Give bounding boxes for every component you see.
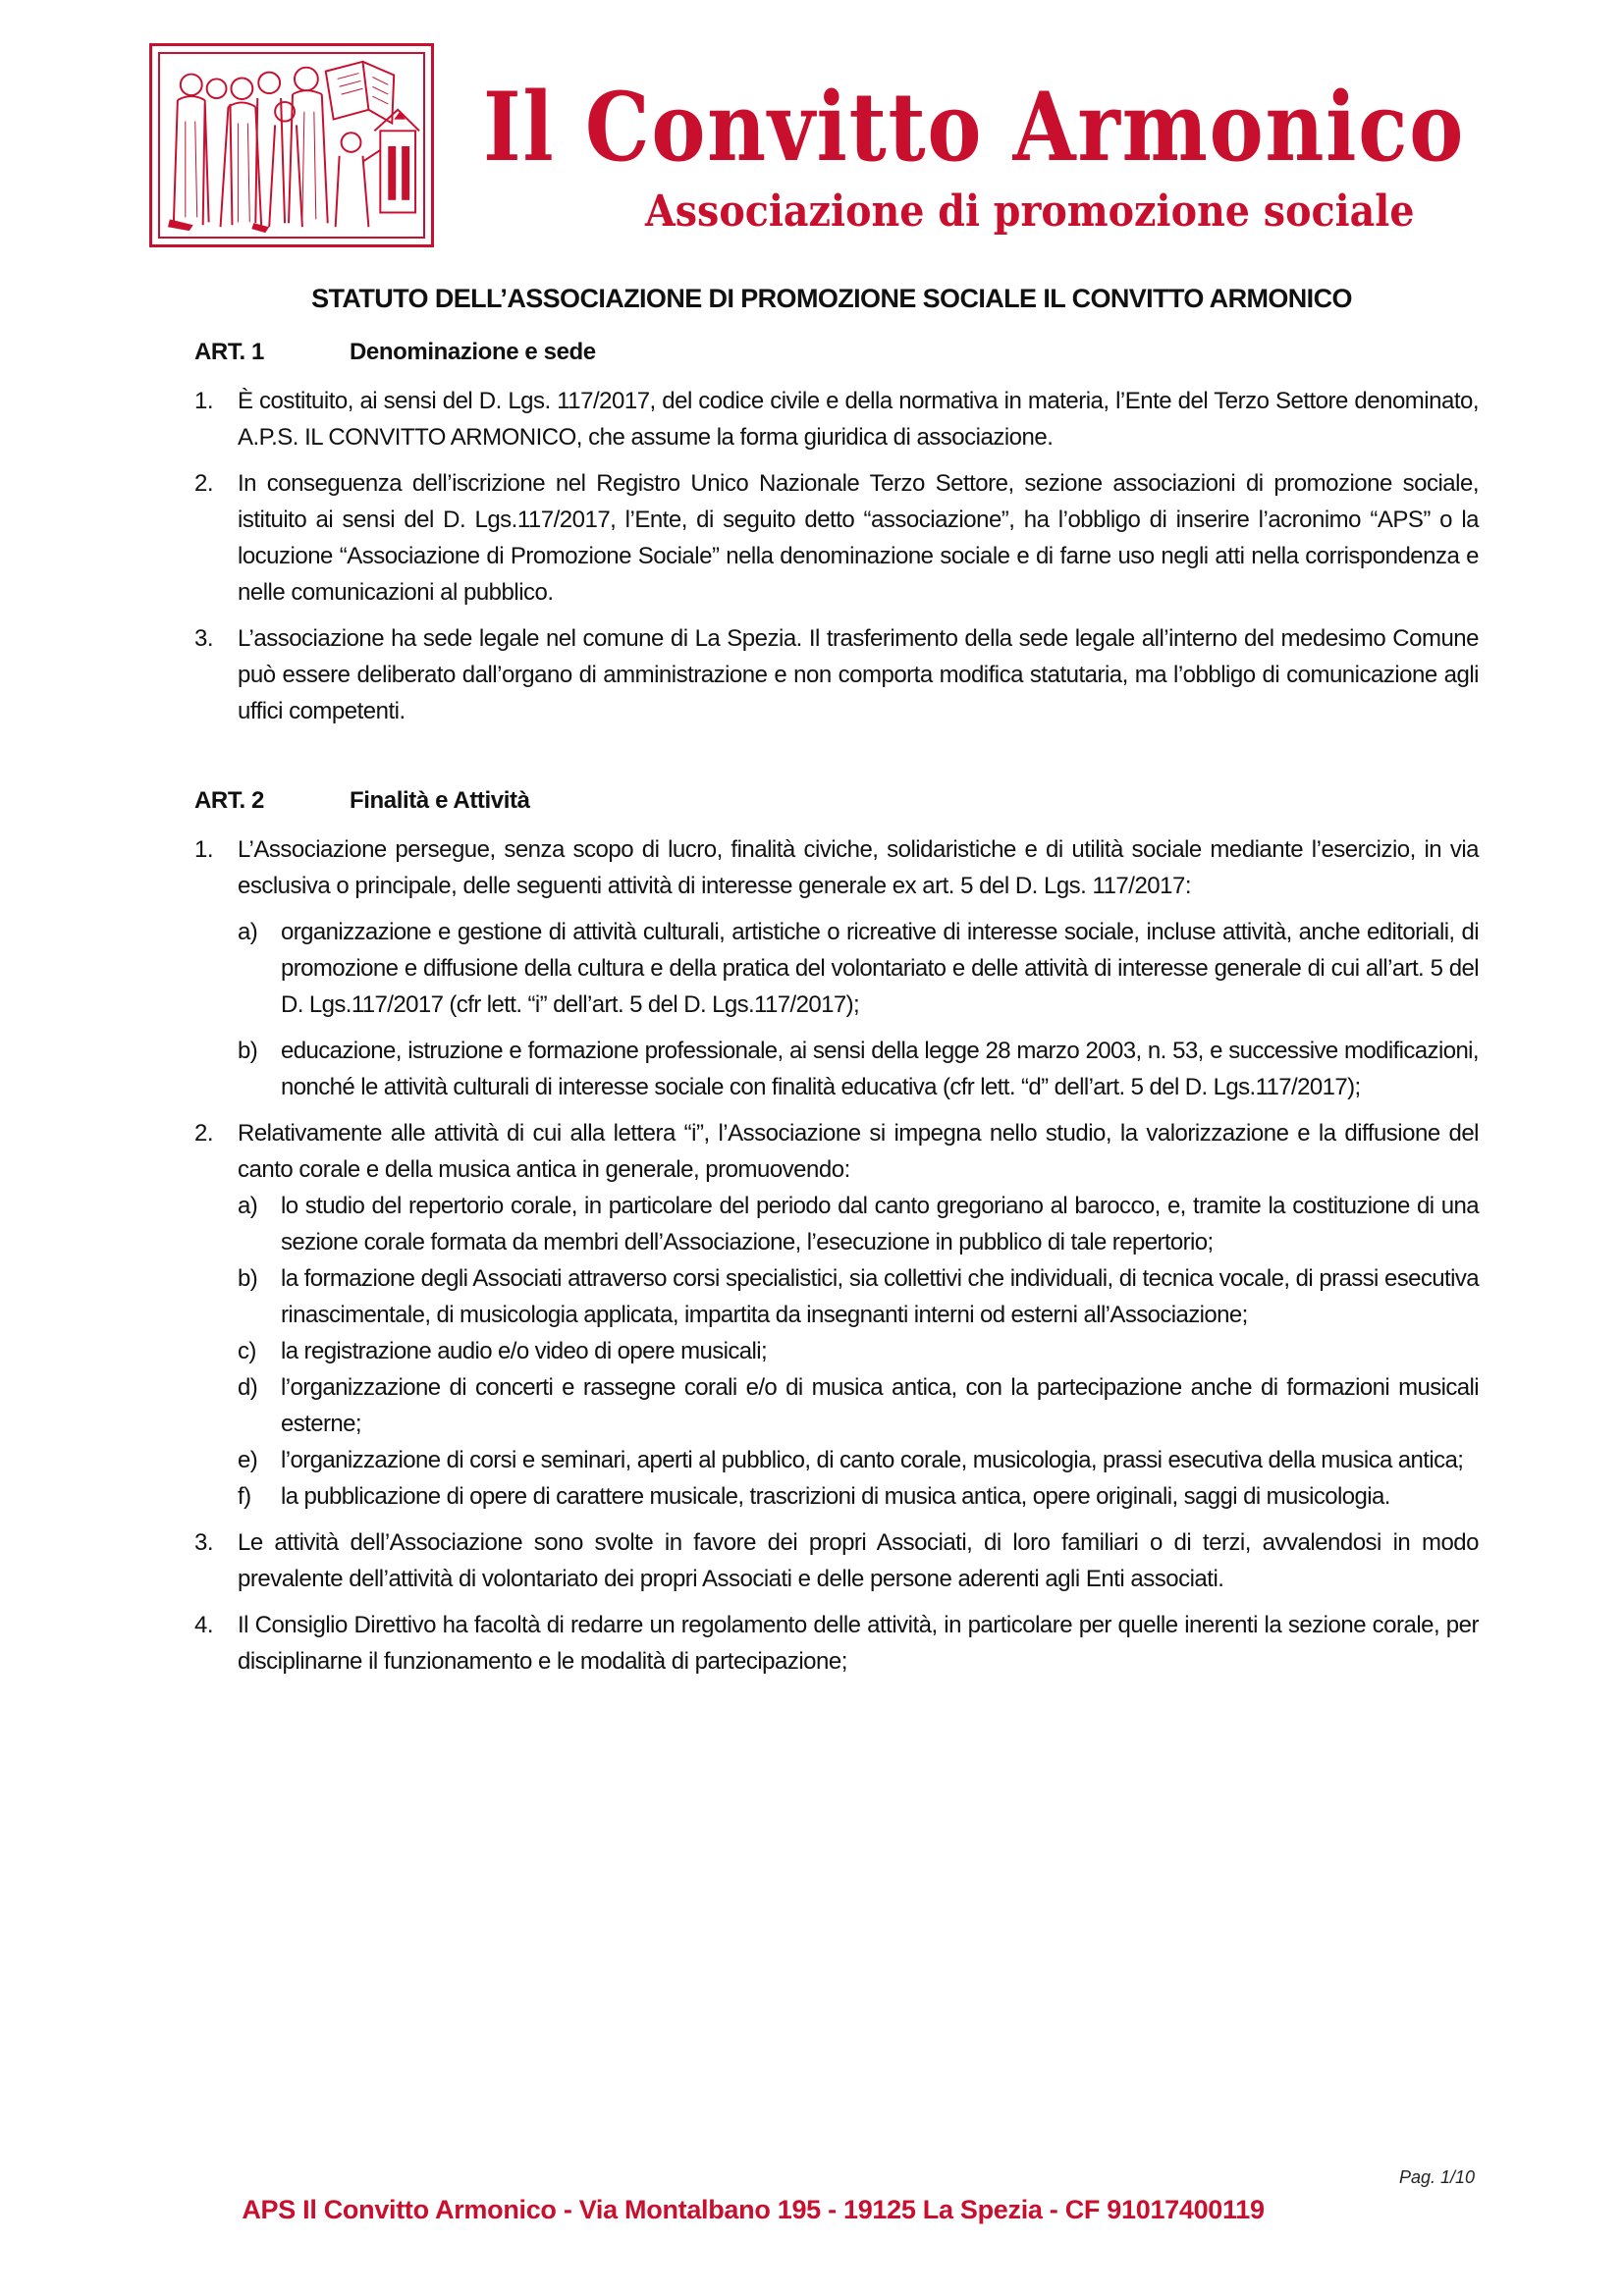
paragraph-text: L’associazione ha sede legale nel comune di La Spezia. Il trasferimento della sede legale all’interno del medesimo Comune può essere deliberato dall’organo di amministrazione e non comporta modifica statutaria, ma l’obbligo di comunicazione agli uffici competenti. xyxy=(238,625,1479,724)
article-heading xyxy=(194,336,1479,369)
paragraph xyxy=(194,465,1479,611)
paragraph-number: 1. xyxy=(194,836,214,863)
paragraph xyxy=(194,620,1479,729)
list-item xyxy=(238,1333,1479,1369)
paragraph-number: 2. xyxy=(194,470,214,497)
paragraph-text: In conseguenza dell’iscrizione nel Registro Unico Nazionale Terzo Settore, sezione associazioni di promozione sociale, istituito ai sensi del D. Lgs.117/2017, l’Ente, di seguito detto “associazione”, ha l’obbligo di inserire l’acronimo “APS” o la locuzione “Associazione di Promozione Sociale” nella denominazione sociale e di farne uso negli atti nella corrispondenza e nelle comunicazioni al pubblico. xyxy=(238,470,1479,606)
list-item-letter: c) xyxy=(238,1338,256,1364)
article-heading xyxy=(194,784,1479,818)
paragraph-number: 1. xyxy=(194,388,214,414)
list-item-text: organizzazione e gestione di attività culturali, artistiche o ricreative di interesse sociale, incluse attività, anche editoriali, di promozione e diffusione della cultura e della pratica del volontariato e delle attività di interesse generale di cui all’art. 5 del D. Lgs.117/2017 (cfr lett. “i” dell’art. 5 del D. Lgs.117/2017); xyxy=(281,919,1479,1018)
paragraph xyxy=(194,831,1479,904)
paragraph-text: Le attività dell’Associazione sono svolte in favore dei propri Associati, di loro familiari o di terzi, avvalendosi in modo prevalente dell’attività di volontariato dei propri Associati e delle persone aderenti agli Enti associati. xyxy=(238,1529,1479,1592)
footer-address: APS Il Convitto Armonico - Via Montalbano 195 - 19125 La Spezia - CF 91017400119 xyxy=(242,2195,1265,2224)
list-item xyxy=(238,1260,1479,1333)
paragraph xyxy=(194,383,1479,455)
list-item xyxy=(238,1369,1479,1442)
paragraph-number: 3. xyxy=(194,1529,214,1556)
logo xyxy=(149,43,434,247)
list-item-text: educazione, istruzione e formazione professionale, ai sensi della legge 28 marzo 2003, n. 53, e successive modificazioni, nonché le attività culturali di interesse sociale con finalità educativa (cfr lett. “d” dell’art. 5 del D. Lgs.117/2017); xyxy=(281,1038,1479,1100)
article-number: ART. 2 xyxy=(194,787,264,814)
footer xyxy=(0,2195,1624,2225)
list-item-text: la registrazione audio e/o video di opere musicali; xyxy=(281,1338,768,1364)
paragraph xyxy=(194,1115,1479,1188)
list-item-text: la pubblicazione di opere di carattere musicale, trascrizioni di musica antica, opere originali, saggi di musicologia. xyxy=(281,1483,1390,1510)
list-item xyxy=(238,914,1479,1023)
paragraph-text: Relativamente alle attività di cui alla lettera “i”, l’Associazione si impegna nello studio, la valorizzazione e la diffusione del canto corale e della musica antica in generale, promuovendo: xyxy=(238,1120,1479,1183)
paragraph-text: Il Consiglio Direttivo ha facoltà di redarre un regolamento delle attività, in particolare per quelle inerenti la sezione corale, per disciplinarne il funzionamento e le modalità di partecipazione; xyxy=(238,1612,1479,1675)
list-item xyxy=(238,1478,1479,1515)
paragraph-number: 3. xyxy=(194,625,214,652)
brand-title: Il Convitto Armonico xyxy=(483,72,1466,183)
article-title: Finalità e Attività xyxy=(350,787,530,814)
list-item-letter: d) xyxy=(238,1374,258,1401)
paragraph-text: L’Associazione persegue, senza scopo di lucro, finalità civiche, solidaristiche e di utilità sociale mediante l’esercizio, in via esclusiva o principale, delle seguenti attività di interesse generale ex art. 5 del D. Lgs. 117/2017: xyxy=(238,836,1479,899)
list-item-letter: b) xyxy=(238,1038,258,1064)
page-number: Pag. 1/10 xyxy=(1398,2167,1475,2187)
document-body xyxy=(194,281,1479,1680)
paragraph-number: 2. xyxy=(194,1120,214,1147)
document-title: STATUTO DELL’ASSOCIAZIONE DI PROMOZIONE SOCIALE IL CONVITTO ARMONICO xyxy=(311,284,1352,313)
letterhead xyxy=(149,43,1466,251)
list-item-text: lo studio del repertorio corale, in particolare del periodo dal canto gregoriano al barocco, e, tramite la costituzione di una sezione corale formata da membri dell’Associazione, l’esecuzione in pubblico di tale repertorio; xyxy=(281,1193,1479,1255)
paragraph-text: È costituito, ai sensi del D. Lgs. 117/2017, del codice civile e della normativa in materia, l’Ente del Terzo Settore denominato, A.P.S. IL CONVITTO ARMONICO, che assume la forma giuridica di associazione. xyxy=(238,388,1479,451)
article-title: Denominazione e sede xyxy=(350,339,596,365)
paragraph xyxy=(194,1607,1479,1680)
list-item-letter: a) xyxy=(238,1193,258,1219)
list-item-text: l’organizzazione di corsi e seminari, aperti al pubblico, di canto corale, musicologia, prassi esecutiva della musica antica; xyxy=(281,1447,1464,1473)
list-item xyxy=(238,1188,1479,1260)
paragraph xyxy=(194,1524,1479,1597)
article-number: ART. 1 xyxy=(194,339,264,365)
list-item-letter: b) xyxy=(238,1265,258,1292)
list-item-text: la formazione degli Associati attraverso corsi specialistici, sia collettivi che individuali, di tecnica vocale, di prassi esecutiva rinascimentale, di musicologia applicata, impartita da insegnanti interni od esterni all’Associazione; xyxy=(281,1265,1479,1328)
list-item xyxy=(238,1442,1479,1478)
brand-subtitle: Associazione di promozione sociale xyxy=(645,187,1415,237)
choir-woodcut-icon xyxy=(158,52,425,239)
list-item-letter: a) xyxy=(238,919,258,945)
paragraph-number: 4. xyxy=(194,1612,214,1638)
list-item-letter: e) xyxy=(238,1447,258,1473)
list-item-letter: f) xyxy=(238,1483,251,1510)
list-item xyxy=(238,1033,1479,1105)
list-item-text: l’organizzazione di concerti e rassegne corali e/o di musica antica, con la partecipazione anche di formazioni musicali esterne; xyxy=(281,1374,1479,1437)
